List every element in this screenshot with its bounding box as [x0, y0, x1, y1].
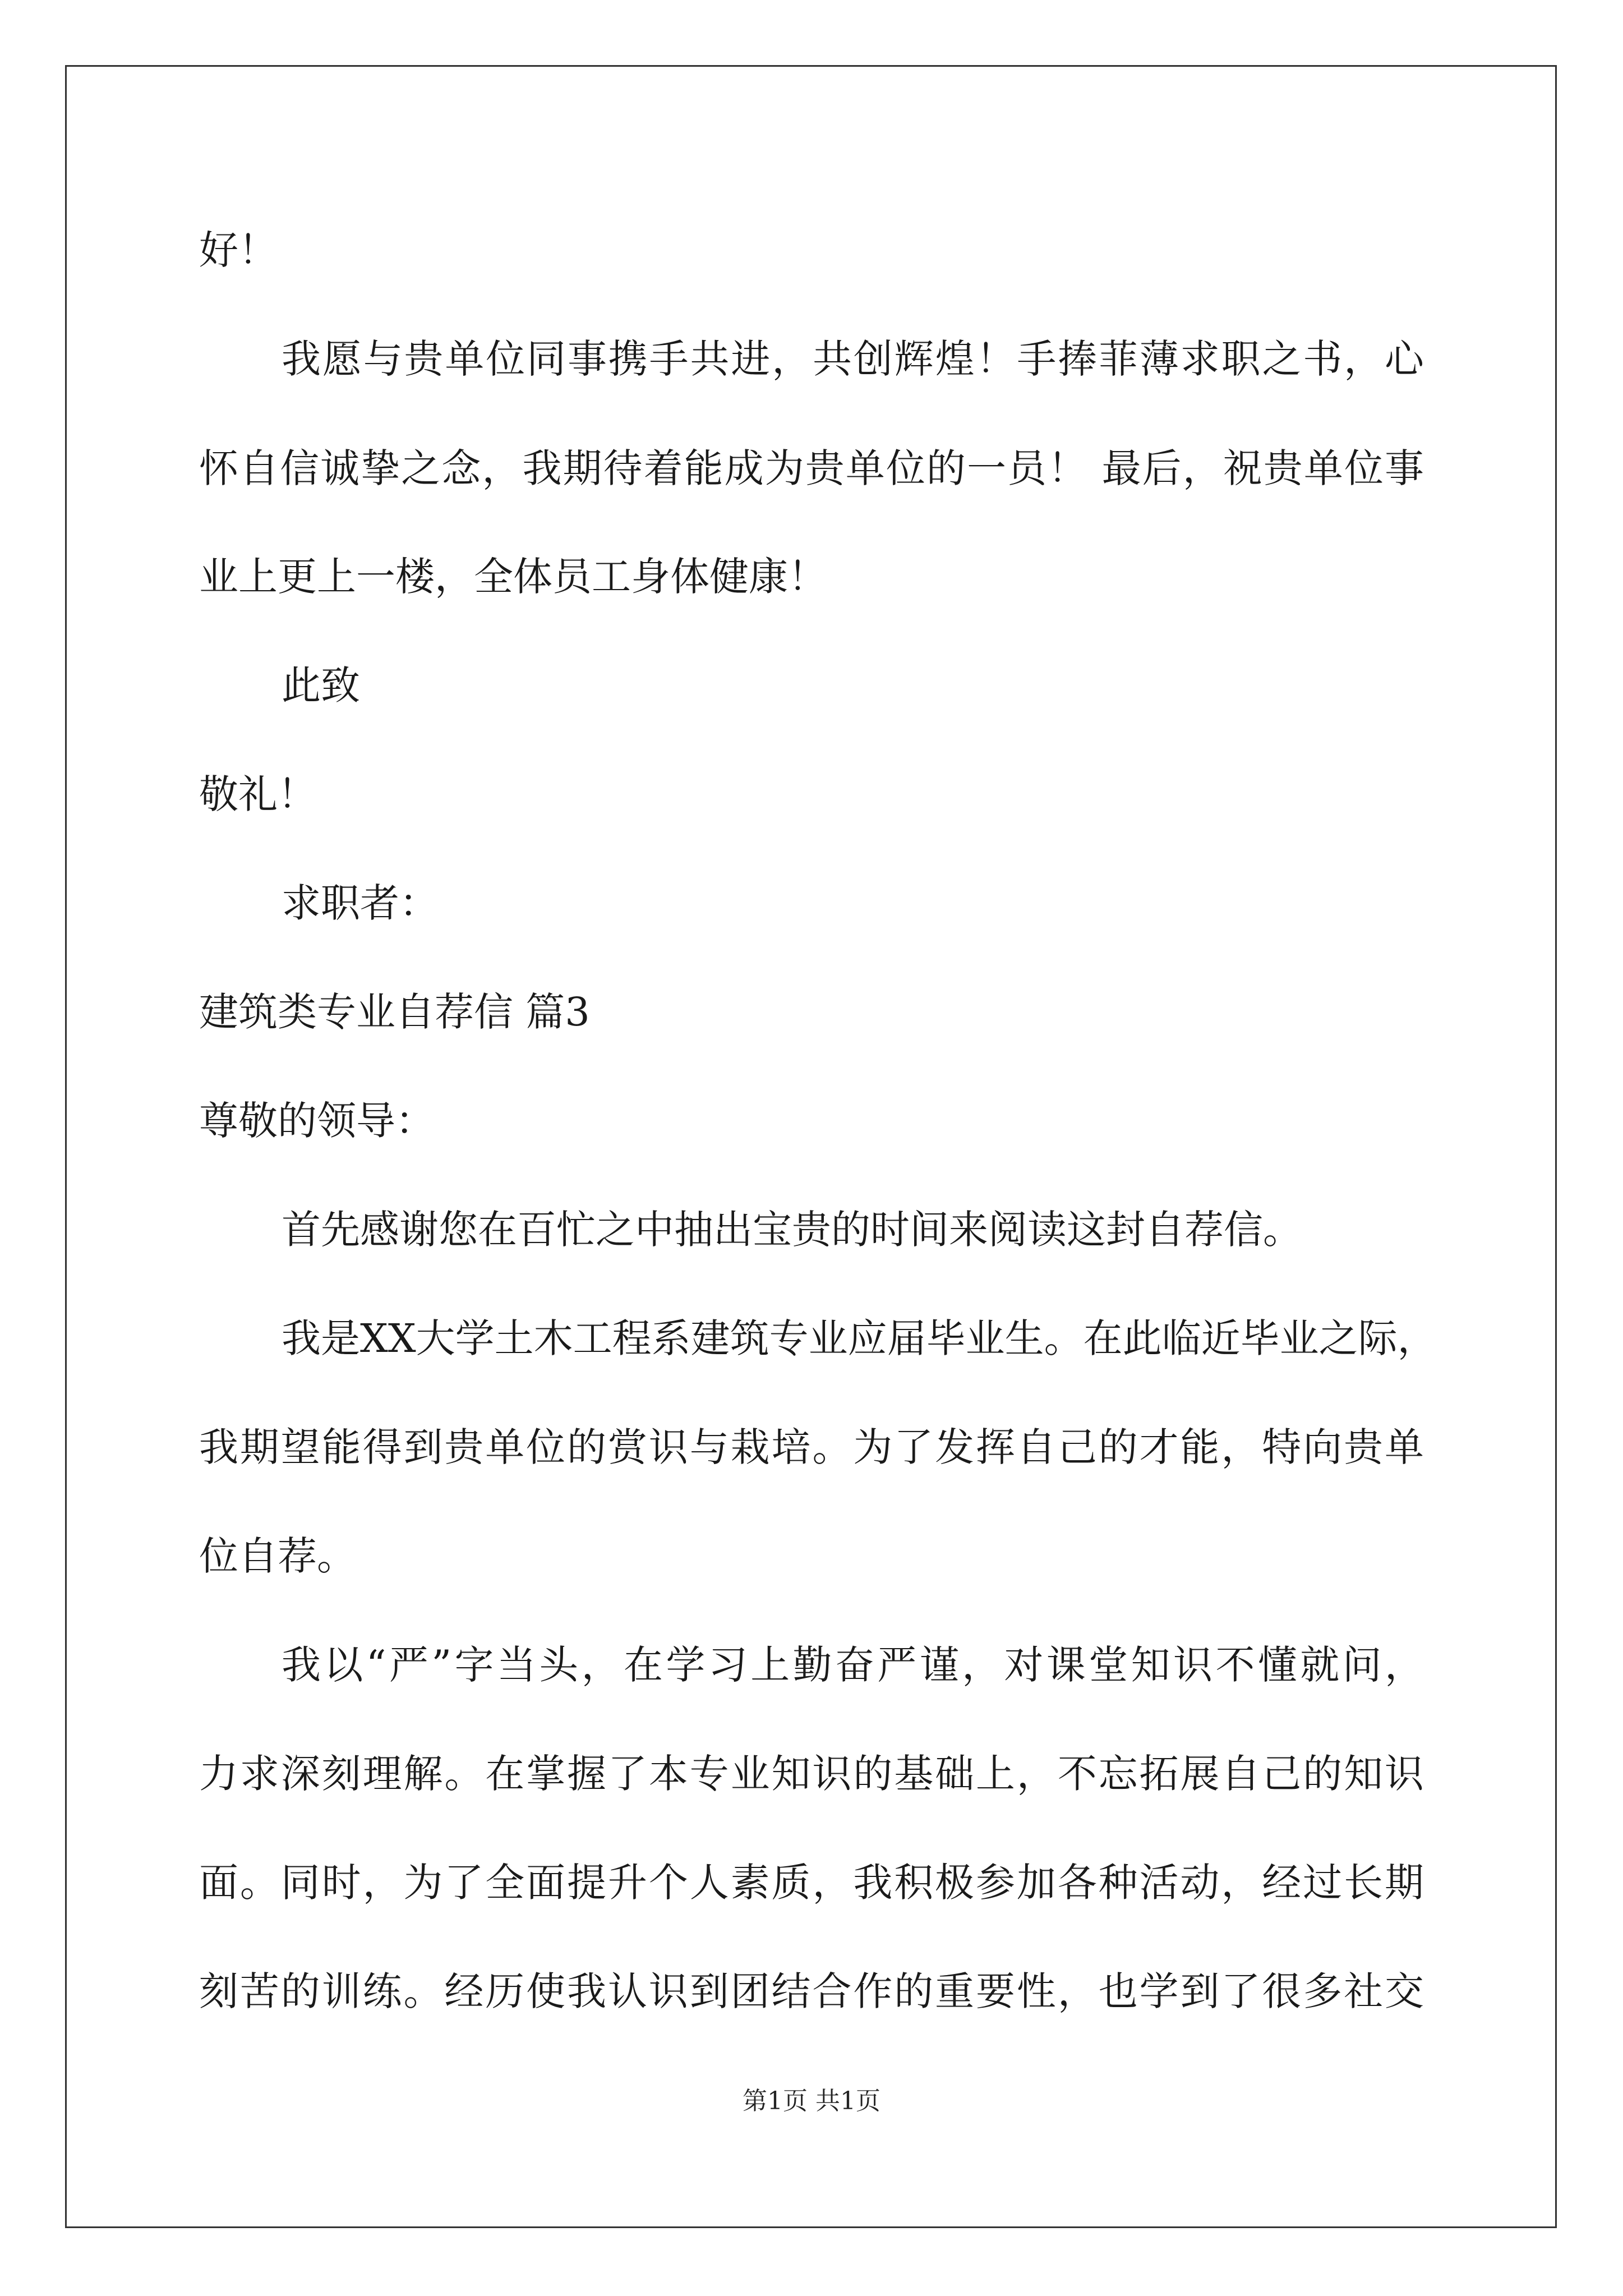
text-line: 刻苦的训练。经历使我认识到团结合作的重要性，也学到了很多社交	[199, 1968, 1424, 2014]
page-number-footer: 第1页 共1页	[743, 2087, 880, 2115]
text-line: 我以“严”字当头，在学习上勤奋严谨，对课堂知识不懂就问，	[282, 1642, 1424, 1688]
text-line: 求职者：	[282, 880, 439, 926]
text-line: 位自荐。	[199, 1533, 356, 1579]
text-line: 我愿与贵单位同事携手共进，共创辉煌！手捧菲薄求职之书，心	[282, 336, 1424, 382]
text-line: 力求深刻理解。在掌握了本专业知识的基础上，不忘拓展自己的知识	[199, 1751, 1424, 1797]
text-line: 首先感谢您在百忙之中抽出宝贵的时间来阅读这封自荐信。	[282, 1207, 1302, 1253]
text-line: 我是XX大学土木工程系建筑专业应届毕业生。在此临近毕业之际，	[282, 1315, 1437, 1361]
text-line: 我期望能得到贵单位的赏识与栽培。为了发挥自己的才能，特向贵单	[199, 1424, 1424, 1470]
text-line: 敬礼！	[199, 771, 317, 817]
text-line: 好！	[199, 227, 278, 273]
text-line: 怀自信诚挚之念，我期待着能成为贵单位的一员！ 最后，祝贵单位事	[199, 445, 1424, 491]
salutation: 尊敬的领导：	[199, 1098, 435, 1144]
section-heading: 建筑类专业自荐信 篇3	[199, 989, 590, 1035]
text-line: 业上更上一楼，全体员工身体健康！	[199, 554, 827, 600]
text-line: 面。同时，为了全面提升个人素质，我积极参加各种活动，经过长期	[199, 1860, 1424, 1906]
text-line: 此致	[282, 662, 360, 708]
